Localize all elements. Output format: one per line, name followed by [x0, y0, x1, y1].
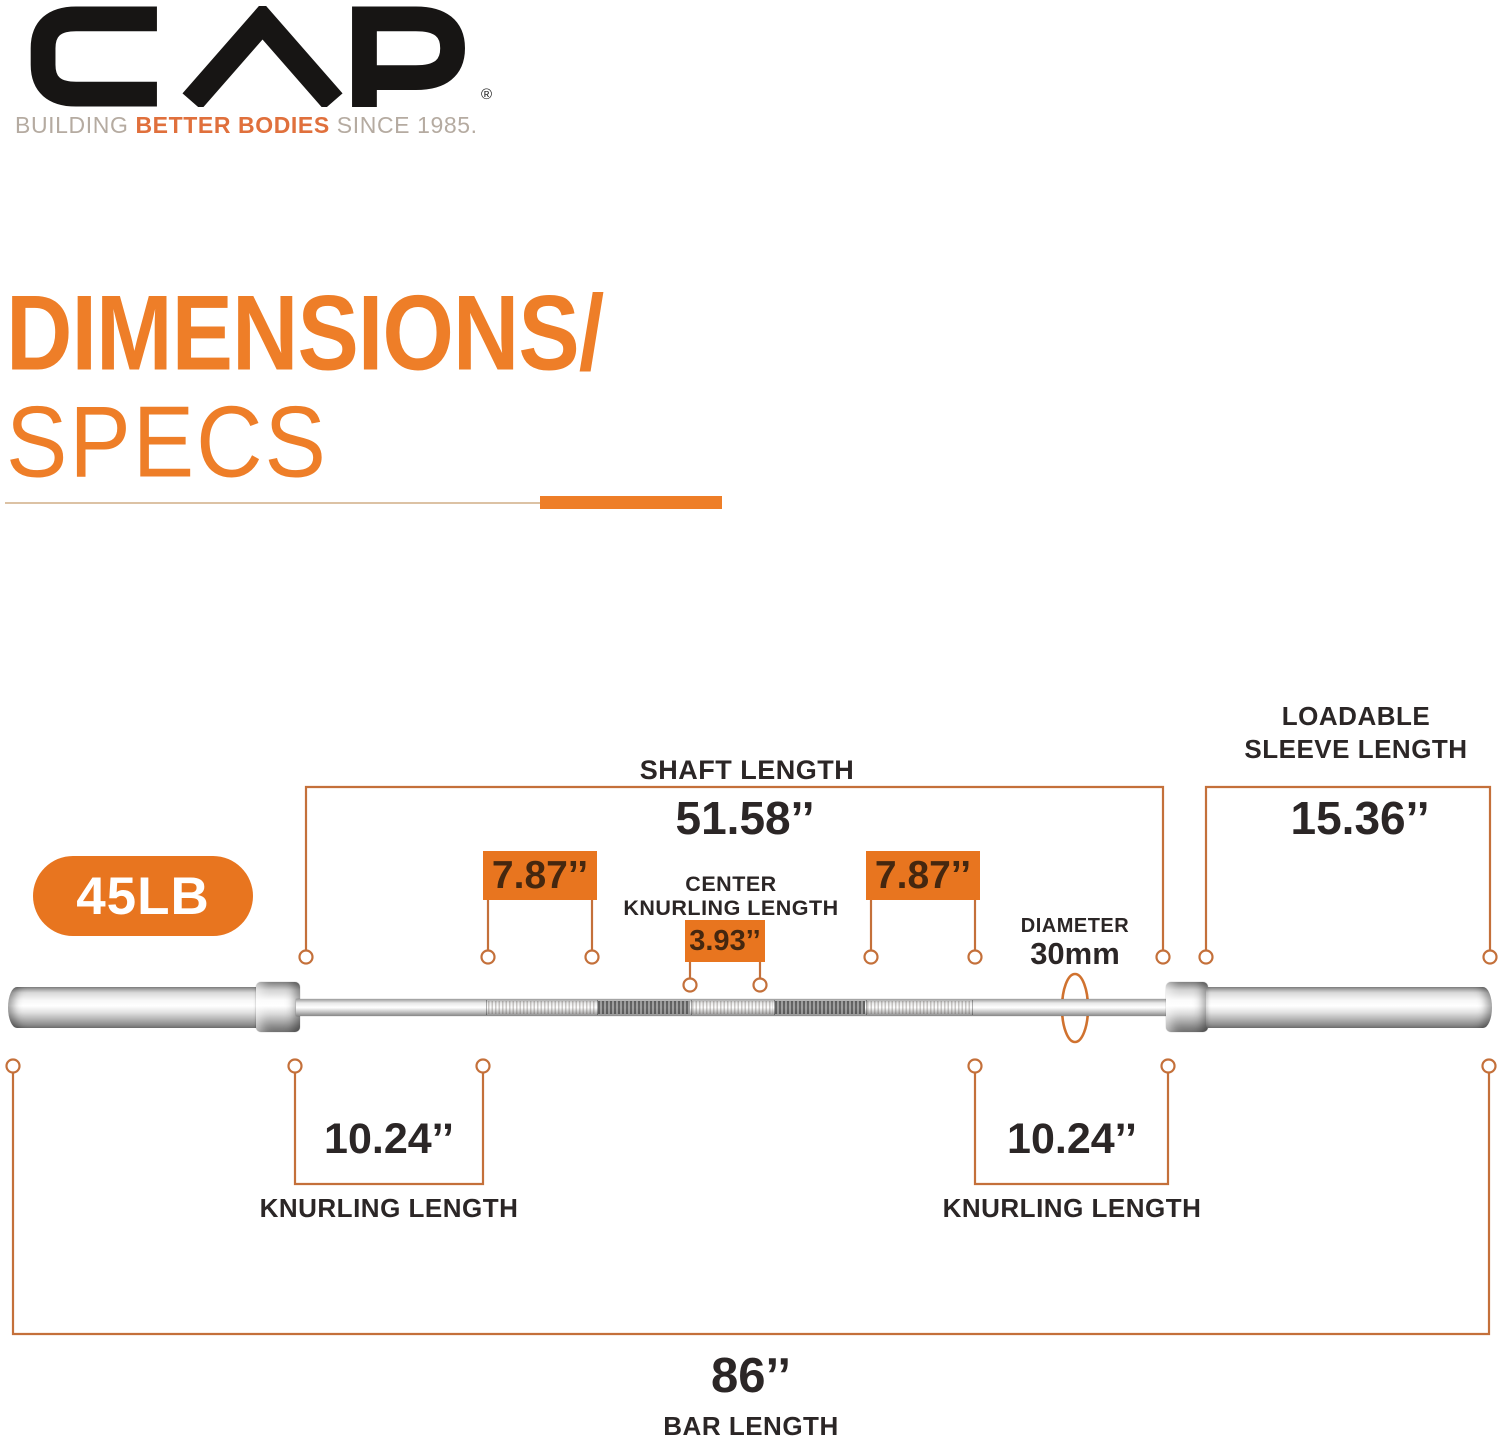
knurl-section-center	[692, 1001, 773, 1014]
loadable-sleeve-label-line2: SLEEVE LENGTH	[1244, 734, 1468, 764]
right-smooth-bracket	[871, 900, 975, 950]
diameter-label: DIAMETER	[1020, 915, 1130, 937]
shaft-seam	[866, 1000, 867, 1015]
shaft-length-label: SHAFT LENGTH	[639, 755, 855, 785]
left-smooth-value-box: 7.87’’	[483, 851, 597, 900]
left-knurl-label: KNURLING LENGTH	[259, 1193, 519, 1223]
diameter-value: 30mm	[1030, 936, 1120, 971]
loadable-sleeve-label-line1: LOADABLE	[1281, 701, 1431, 731]
tagline-highlight: BETTER BODIES	[135, 112, 330, 138]
knurl-section-dark-right	[775, 1001, 865, 1014]
shaft-seam	[597, 1000, 598, 1015]
bar-length-bracket	[13, 1073, 1489, 1334]
center-knurl-label-line2: KNURLING LENGTH	[623, 896, 839, 920]
barbell-right-sleeve	[1206, 987, 1492, 1028]
knurl-section-right	[867, 1001, 970, 1014]
shaft-seam	[691, 1000, 692, 1015]
knurl-section-dark-left	[598, 1001, 690, 1014]
page-title-line2: SPECS	[6, 386, 328, 499]
center-knurl-label-line1: CENTER	[685, 872, 777, 896]
registered-trademark-icon: ®	[481, 86, 493, 103]
weight-badge-label: 45LB	[76, 866, 210, 926]
left-knurl-value: 10.24’’	[324, 1115, 454, 1163]
right-smooth-value-box: 7.87’’	[866, 851, 980, 900]
right-knurl-value: 10.24’’	[1007, 1115, 1137, 1163]
center-knurl-bracket	[690, 962, 760, 978]
bar-length-value: 86’’	[711, 1349, 791, 1403]
shaft-length-value: 51.58’’	[675, 792, 815, 844]
loadable-sleeve-value: 15.36’’	[1290, 792, 1430, 844]
bar-length-label: BAR LENGTH	[663, 1411, 839, 1441]
shaft-seam	[972, 1000, 973, 1015]
page-title-line1: DIMENSIONS/	[6, 274, 604, 393]
tagline-suffix: SINCE 1985.	[329, 112, 478, 138]
barbell-left-collar	[256, 982, 300, 1032]
center-knurl-value-box: 3.93’’	[685, 920, 765, 962]
tagline-prefix: BUILDING	[15, 112, 136, 138]
knurl-section-left	[488, 1001, 596, 1014]
right-knurl-label: KNURLING LENGTH	[942, 1193, 1202, 1223]
shaft-seam	[774, 1000, 775, 1015]
left-smooth-bracket	[488, 900, 592, 950]
barbell-right-collar	[1166, 982, 1208, 1032]
barbell-left-sleeve	[8, 987, 258, 1028]
shaft-seam	[486, 1000, 487, 1015]
barbell-shaft	[296, 999, 1168, 1016]
